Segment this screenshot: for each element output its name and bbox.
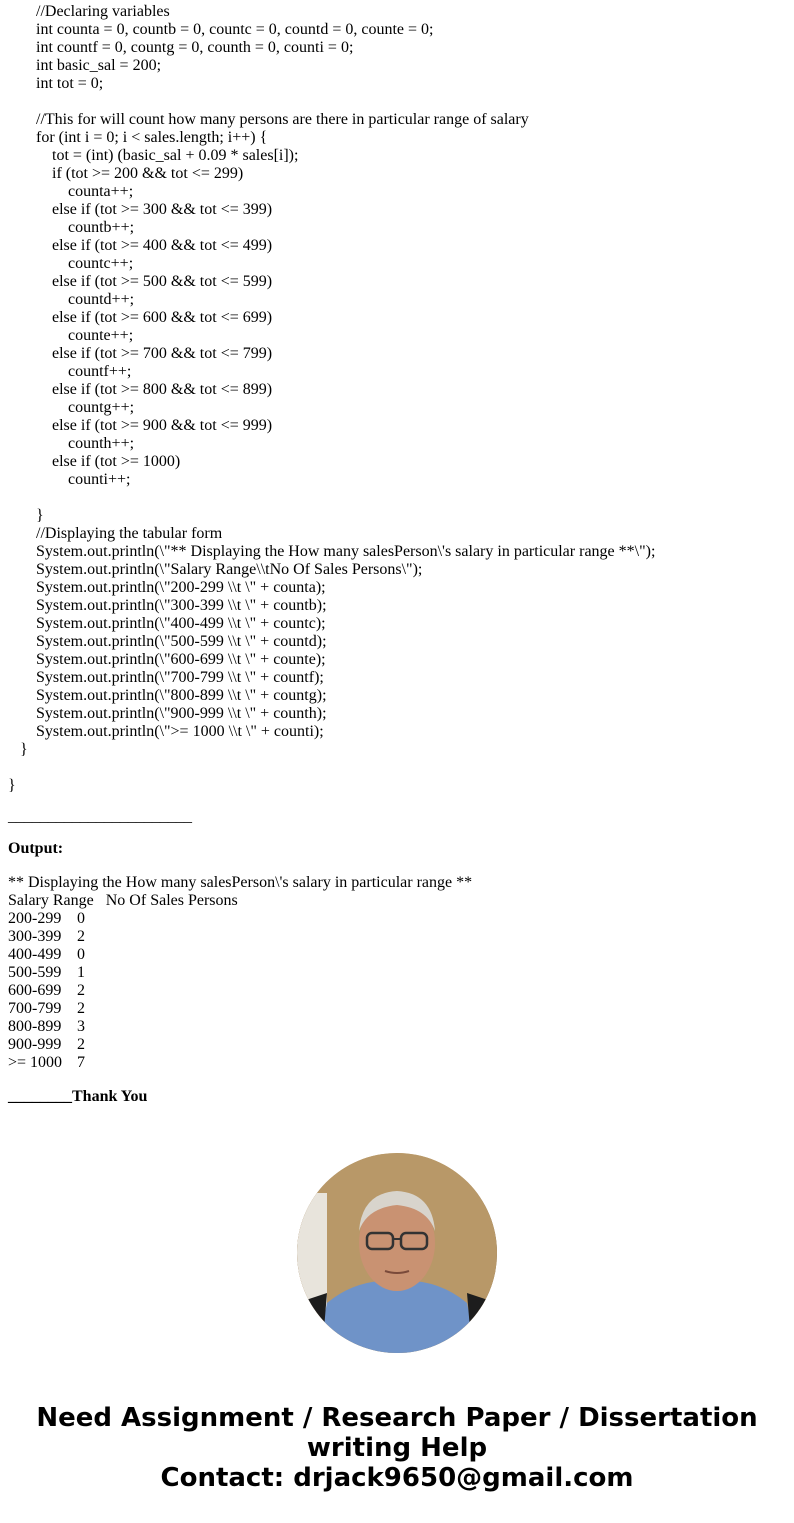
person-count: 2 (77, 1000, 85, 1017)
code-line: System.out.println(\"800-899 \\t \" + countg); (8, 687, 327, 704)
output-row (8, 1018, 472, 1036)
code-line: } (8, 507, 44, 524)
output-row (8, 1054, 472, 1072)
person-count: 7 (77, 1054, 85, 1071)
code-line: countc++; (8, 255, 134, 272)
code-line: counte++; (8, 327, 134, 344)
footer-banner (0, 1403, 794, 1493)
code-line: //This for will count how many persons are there in particular range of salary (8, 111, 529, 128)
code-line: System.out.println(\"200-299 \\t \" + counta); (8, 579, 326, 596)
code-line: for (int i = 0; i < sales.length; i++) { (8, 129, 268, 146)
code-line: //Displaying the tabular form (8, 525, 223, 542)
code-line: System.out.println(\"500-599 \\t \" + countd); (8, 633, 327, 650)
output-row (8, 928, 472, 946)
code-line: counti++; (8, 471, 131, 488)
code-line: countf++; (8, 363, 132, 380)
code-line: counth++; (8, 435, 135, 452)
code-line: int tot = 0; (8, 75, 104, 92)
code-line: else if (tot >= 1000) (8, 453, 181, 470)
code-line: System.out.println(\"** Displaying the How many salesPerson\'s salary in particular range **\"); (8, 543, 656, 560)
salary-range: 700-799 (8, 1000, 62, 1017)
code-line: int counta = 0, countb = 0, countc = 0, countd = 0, counte = 0; (8, 21, 434, 38)
footer-contact[interactable]: Contact: drjack9650@gmail.com (160, 1463, 634, 1493)
code-line: int countf = 0, countg = 0, counth = 0, counti = 0; (8, 39, 354, 56)
output-row (8, 1036, 472, 1054)
code-line: } (8, 777, 16, 794)
code-line: System.out.println(\"300-399 \\t \" + countb); (8, 597, 327, 614)
person-count: 3 (77, 1018, 85, 1035)
code-line: counta++; (8, 183, 134, 200)
code-line: else if (tot >= 700 && tot <= 799) (8, 345, 273, 362)
salary-range: 900-999 (8, 1036, 62, 1053)
output-row (8, 1000, 472, 1018)
output-heading: ** Displaying the How many salesPerson\'s salary in particular range ** (8, 874, 473, 891)
output-title: Output: (8, 840, 64, 857)
code-line: countb++; (8, 219, 135, 236)
code-line: System.out.println(\"700-799 \\t \" + countf); (8, 669, 324, 686)
salary-range: 800-899 (8, 1018, 62, 1035)
code-line: } (8, 741, 28, 758)
output-header: Salary Range No Of Sales Persons (8, 892, 238, 909)
code-line: tot = (int) (basic_sal + 0.09 * sales[i]); (8, 147, 299, 164)
separator: _______________________ (8, 808, 192, 825)
code-line (8, 489, 655, 507)
code-line: else if (tot >= 800 && tot <= 899) (8, 381, 273, 398)
code-block (8, 3, 655, 795)
code-line: else if (tot >= 600 && tot <= 699) (8, 309, 273, 326)
author-avatar (297, 1153, 497, 1353)
footer-line-2: writing Help (306, 1433, 488, 1463)
code-line: countg++; (8, 399, 135, 416)
salary-range: 500-599 (8, 964, 62, 981)
code-line (8, 93, 655, 111)
output-block (8, 874, 472, 1072)
person-photo-icon (297, 1153, 497, 1353)
salary-range: 200-299 (8, 910, 62, 927)
code-line: else if (tot >= 400 && tot <= 499) (8, 237, 273, 254)
person-count: 2 (77, 928, 85, 945)
code-line: //Declaring variables (8, 3, 170, 20)
salary-range: 600-699 (8, 982, 62, 999)
person-count: 0 (77, 946, 85, 963)
code-line: else if (tot >= 500 && tot <= 599) (8, 273, 273, 290)
code-line: System.out.println(\"400-499 \\t \" + countc); (8, 615, 326, 632)
code-line: else if (tot >= 300 && tot <= 399) (8, 201, 273, 218)
salary-range: >= 1000 (8, 1054, 63, 1071)
footer-line-1: Need Assignment / Research Paper / Dissertation (36, 1403, 758, 1433)
person-count: 2 (77, 982, 85, 999)
code-line: if (tot >= 200 && tot <= 299) (8, 165, 244, 182)
person-count: 0 (77, 910, 85, 927)
code-line: else if (tot >= 900 && tot <= 999) (8, 417, 273, 434)
output-row (8, 946, 472, 964)
salary-range: 400-499 (8, 946, 62, 963)
output-row (8, 910, 472, 928)
person-count: 1 (77, 964, 85, 981)
code-line: System.out.println(\"Salary Range\\tNo Of Sales Persons\"); (8, 561, 423, 578)
output-row (8, 982, 472, 1000)
code-line: System.out.println(\"600-699 \\t \" + counte); (8, 651, 326, 668)
code-line (8, 759, 655, 777)
salary-range: 300-399 (8, 928, 62, 945)
code-line: System.out.println(\">= 1000 \\t \" + counti); (8, 723, 324, 740)
code-line: System.out.println(\"900-999 \\t \" + counth); (8, 705, 327, 722)
person-count: 2 (77, 1036, 85, 1053)
output-row (8, 964, 472, 982)
thank-you: ________Thank You (8, 1088, 148, 1105)
code-line: int basic_sal = 200; (8, 57, 162, 74)
code-line: countd++; (8, 291, 135, 308)
